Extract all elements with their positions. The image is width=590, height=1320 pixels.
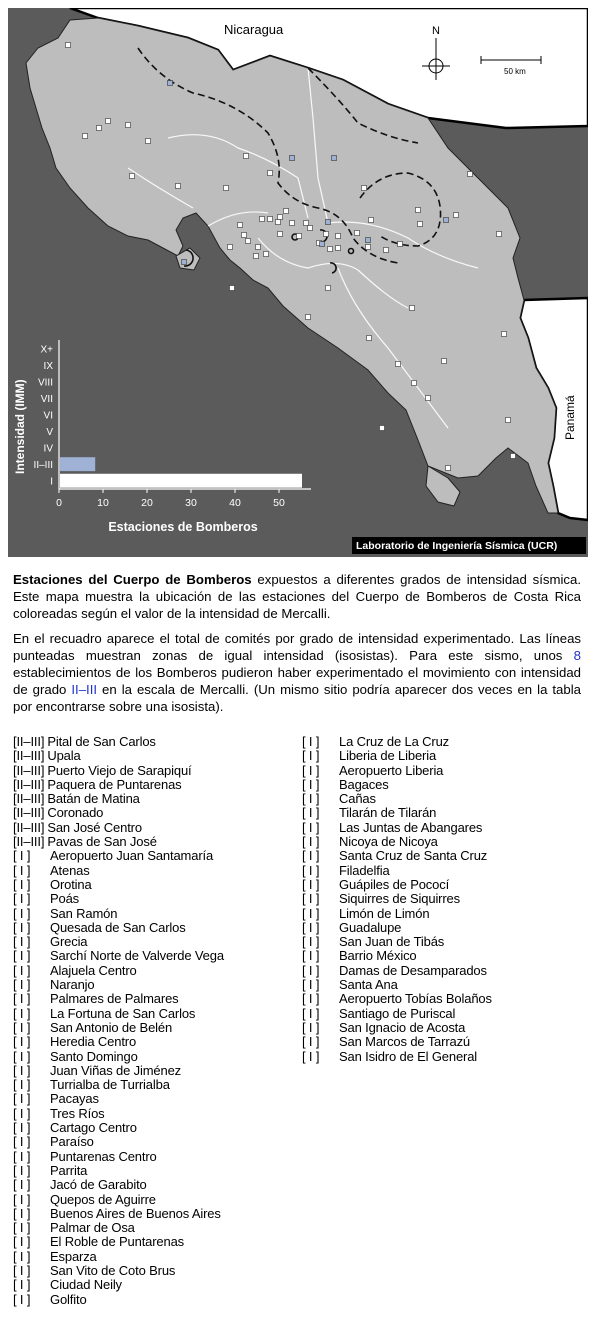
station-list-item bbox=[13, 864, 224, 878]
station-name: Barrio México bbox=[339, 948, 417, 964]
station-name: Liberia de Liberia bbox=[339, 748, 437, 764]
station-list-item bbox=[13, 735, 224, 749]
station-marker-intensity-I bbox=[256, 245, 261, 250]
station-intensity-level: [ I ] bbox=[13, 1105, 31, 1121]
station-list-column-2 bbox=[302, 735, 492, 1064]
station-marker-intensity-I bbox=[468, 172, 473, 177]
station-marker-intensity-II-III bbox=[326, 220, 331, 225]
station-list-item bbox=[13, 978, 224, 992]
station-list-item bbox=[13, 1121, 224, 1135]
station-list-item bbox=[13, 1021, 224, 1035]
chart-x-tick-label: 10 bbox=[97, 497, 109, 509]
station-marker-intensity-I bbox=[511, 454, 516, 459]
station-marker-intensity-I bbox=[384, 248, 389, 253]
station-intensity-level: [ I ] bbox=[13, 1248, 31, 1264]
station-list-item bbox=[302, 821, 492, 835]
station-name: Pital de San Carlos bbox=[47, 734, 156, 749]
station-intensity-level: [ I ] bbox=[13, 1077, 31, 1093]
station-list-item bbox=[302, 1007, 492, 1021]
station-intensity-level: [II–III] bbox=[13, 776, 45, 792]
station-marker-intensity-I bbox=[83, 134, 88, 139]
station-name: San Marcos de Tarrazú bbox=[339, 1034, 471, 1050]
station-name: Upala bbox=[47, 748, 81, 764]
station-name: Atenas bbox=[50, 862, 90, 878]
station-intensity-level: [ I ] bbox=[13, 1062, 31, 1078]
station-list-item bbox=[13, 1221, 224, 1235]
station-marker-intensity-I bbox=[426, 396, 431, 401]
station-list-item bbox=[13, 1078, 224, 1092]
station-marker-intensity-I bbox=[324, 232, 329, 237]
station-intensity-level: [ I ] bbox=[302, 1019, 320, 1035]
station-marker-intensity-I bbox=[254, 254, 259, 259]
station-intensity-level: [ I ] bbox=[13, 1205, 31, 1221]
station-list-item bbox=[13, 1264, 224, 1278]
station-list-item bbox=[302, 1021, 492, 1035]
station-list-item bbox=[13, 1193, 224, 1207]
station-name: Orotina bbox=[50, 876, 92, 892]
station-marker-intensity-I bbox=[276, 220, 281, 225]
station-intensity-level: [ I ] bbox=[13, 962, 31, 978]
station-list-item bbox=[13, 992, 224, 1006]
station-intensity-level: [ I ] bbox=[302, 905, 320, 921]
chart-y-axis-label: Intensidad (IMM) bbox=[13, 379, 27, 474]
station-name: Guápiles de Pococí bbox=[339, 876, 450, 892]
station-marker-intensity-II-III bbox=[290, 156, 295, 161]
station-name: Pavas de San José bbox=[47, 834, 157, 850]
chart-category-label: IV bbox=[43, 443, 53, 455]
station-marker-intensity-I bbox=[264, 252, 269, 257]
panama-label: Panamá bbox=[563, 395, 577, 440]
north-label: N bbox=[432, 25, 440, 37]
station-marker-intensity-I bbox=[228, 245, 233, 250]
station-intensity-level: [ I ] bbox=[302, 919, 320, 935]
chart-category-label: I bbox=[50, 476, 53, 488]
station-marker-intensity-I bbox=[176, 184, 181, 189]
station-name: Heredia Centro bbox=[50, 1034, 137, 1050]
station-list-item bbox=[13, 1293, 224, 1307]
chart-bar bbox=[60, 474, 302, 488]
chart-x-axis-label: Estaciones de Bomberos bbox=[108, 520, 258, 534]
station-marker-intensity-I bbox=[362, 186, 367, 191]
station-name: Turrialba de Turrialba bbox=[50, 1077, 170, 1093]
station-intensity-level: [ I ] bbox=[302, 948, 320, 964]
station-intensity-level: [ I ] bbox=[13, 1091, 31, 1107]
station-marker-intensity-I bbox=[355, 231, 360, 236]
nicaragua-label: Nicaragua bbox=[224, 22, 284, 37]
station-list-item bbox=[13, 935, 224, 949]
station-intensity-level: [ I ] bbox=[13, 1162, 31, 1178]
station-name: Alajuela Centro bbox=[50, 962, 137, 978]
station-marker-intensity-I bbox=[306, 315, 311, 320]
station-intensity-level: [ I ] bbox=[13, 934, 31, 950]
station-marker-intensity-I bbox=[328, 247, 333, 252]
station-list-item bbox=[13, 1107, 224, 1121]
station-list-item bbox=[302, 778, 492, 792]
map-caption-paragraph-1 bbox=[13, 571, 581, 622]
station-intensity-level: [ I ] bbox=[302, 991, 320, 1007]
station-list-item bbox=[302, 764, 492, 778]
station-list-item bbox=[302, 949, 492, 963]
station-list-item bbox=[13, 949, 224, 963]
station-marker-intensity-I bbox=[369, 218, 374, 223]
station-marker-intensity-I bbox=[297, 234, 302, 239]
station-marker-intensity-I bbox=[284, 209, 289, 214]
station-list-item bbox=[302, 749, 492, 763]
station-marker-intensity-I bbox=[442, 359, 447, 364]
station-list-column-1 bbox=[13, 735, 224, 1307]
station-list-item bbox=[13, 1007, 224, 1021]
station-name: Sarchí Norte de Valverde Vega bbox=[50, 948, 224, 964]
station-marker-intensity-II-III bbox=[332, 156, 337, 161]
station-list-item bbox=[302, 792, 492, 806]
station-intensity-level: [ I ] bbox=[302, 848, 320, 864]
station-name: San Isidro de El General bbox=[339, 1048, 478, 1064]
chart-category-label: VI bbox=[43, 410, 53, 422]
station-marker-intensity-II-III bbox=[320, 242, 325, 247]
caption-p2-a: En el recuadro aparece el total de comités por grado de intensidad experimentado. Las líneas punteadas muestran zonas de igual intensidad (isosistas). Para este sismo, unos bbox=[13, 631, 581, 663]
station-intensity-level: [ I ] bbox=[302, 762, 320, 778]
station-intensity-level: [ I ] bbox=[13, 1005, 31, 1021]
station-name: Parrita bbox=[50, 1162, 88, 1178]
station-intensity-level: [II–III] bbox=[13, 805, 45, 821]
station-name: Aeropuerto Liberia bbox=[339, 762, 444, 778]
station-list-item bbox=[302, 978, 492, 992]
station-marker-intensity-I bbox=[412, 381, 417, 386]
station-marker-intensity-I bbox=[367, 336, 372, 341]
station-name: Quesada de San Carlos bbox=[50, 919, 186, 935]
station-name: Jacó de Garabito bbox=[50, 1177, 147, 1193]
station-list-item bbox=[13, 1050, 224, 1064]
station-name: Puntarenas Centro bbox=[50, 1148, 157, 1164]
station-marker-intensity-I bbox=[336, 234, 341, 239]
station-name: Cartago Centro bbox=[50, 1120, 137, 1136]
station-intensity-level: [II–III] bbox=[13, 791, 45, 807]
station-list-item bbox=[13, 1092, 224, 1106]
station-name: Tilarán de Tilarán bbox=[339, 805, 437, 821]
station-list-item bbox=[13, 1235, 224, 1249]
station-list-item bbox=[13, 1035, 224, 1049]
chart-category-label: VII bbox=[40, 393, 53, 405]
station-intensity-level: [ I ] bbox=[302, 876, 320, 892]
station-name: Esparza bbox=[50, 1248, 97, 1264]
chart-category-label: II–III bbox=[33, 460, 53, 472]
station-intensity-level: [ I ] bbox=[13, 919, 31, 935]
station-name: Bagaces bbox=[339, 776, 389, 792]
costa-rica-station-map bbox=[8, 8, 588, 557]
station-intensity-level: [ I ] bbox=[302, 748, 320, 764]
station-intensity-level: [ I ] bbox=[13, 1177, 31, 1193]
station-list-item bbox=[302, 964, 492, 978]
station-name: Santiago de Puriscal bbox=[339, 1005, 456, 1021]
station-marker-intensity-II-III bbox=[444, 218, 449, 223]
station-name: Grecia bbox=[50, 934, 88, 950]
station-name: El Roble de Puntarenas bbox=[50, 1234, 185, 1250]
station-intensity-level: [II–III] bbox=[13, 748, 45, 764]
station-marker-intensity-I bbox=[106, 119, 111, 124]
station-list-item bbox=[302, 907, 492, 921]
station-name: San Juan de Tibás bbox=[339, 934, 445, 950]
station-list-item bbox=[302, 1050, 492, 1064]
station-name: La Fortuna de San Carlos bbox=[50, 1005, 196, 1021]
station-intensity-level: [ I ] bbox=[302, 891, 320, 907]
station-intensity-level: [II–III] bbox=[13, 734, 45, 749]
station-list-item bbox=[302, 849, 492, 863]
station-list-item bbox=[302, 921, 492, 935]
station-intensity-level: [ I ] bbox=[13, 977, 31, 993]
station-list-item bbox=[302, 806, 492, 820]
caption-p2-b: establecimientos de los Bomberos pudieron haber experimentado el movimiento con intensidad de grado bbox=[13, 665, 581, 697]
station-name: Buenos Aires de Buenos Aires bbox=[50, 1205, 221, 1221]
chart-bar bbox=[60, 457, 95, 471]
station-intensity-level: [ I ] bbox=[13, 1048, 31, 1064]
station-list-item bbox=[13, 907, 224, 921]
station-name: Siquirres de Siquirres bbox=[339, 891, 460, 907]
station-name: Cañas bbox=[339, 791, 376, 807]
station-name: Paraíso bbox=[50, 1134, 94, 1150]
station-intensity-level: [ I ] bbox=[13, 1220, 31, 1236]
station-intensity-level: [ I ] bbox=[13, 848, 31, 864]
station-intensity-level: [ I ] bbox=[302, 962, 320, 978]
station-marker-intensity-I bbox=[366, 245, 371, 250]
station-name: Pacayas bbox=[50, 1091, 99, 1107]
station-name: Coronado bbox=[47, 805, 104, 821]
station-name: Poás bbox=[50, 891, 80, 907]
station-list-item bbox=[13, 892, 224, 906]
station-list-item bbox=[13, 764, 224, 778]
station-intensity-level: [ I ] bbox=[302, 734, 320, 749]
station-marker-intensity-I bbox=[238, 223, 243, 228]
station-name: Naranjo bbox=[50, 977, 95, 993]
station-list-item bbox=[13, 792, 224, 806]
station-marker-intensity-I bbox=[244, 154, 249, 159]
station-intensity-level: [ I ] bbox=[13, 1234, 31, 1250]
chart-x-tick-label: 0 bbox=[56, 497, 62, 509]
station-marker-intensity-I bbox=[278, 232, 283, 237]
station-list-item bbox=[13, 878, 224, 892]
station-marker-intensity-I bbox=[396, 362, 401, 367]
chart-x-tick-label: 30 bbox=[185, 497, 197, 509]
station-intensity-level: [ I ] bbox=[13, 1120, 31, 1136]
station-list-item bbox=[302, 878, 492, 892]
station-marker-intensity-I bbox=[410, 306, 415, 311]
chart-x-tick-label: 40 bbox=[229, 497, 241, 509]
station-name: San Vito de Coto Brus bbox=[50, 1262, 176, 1278]
station-list-item bbox=[13, 778, 224, 792]
chart-x-tick-label: 20 bbox=[141, 497, 153, 509]
station-marker-intensity-II-III bbox=[168, 81, 173, 86]
station-marker-intensity-I bbox=[308, 226, 313, 231]
station-intensity-level: [ I ] bbox=[302, 819, 320, 835]
station-marker-intensity-I bbox=[418, 222, 423, 227]
station-intensity-level: [ I ] bbox=[13, 1019, 31, 1035]
station-list-item bbox=[13, 964, 224, 978]
station-marker-intensity-I bbox=[260, 217, 265, 222]
station-intensity-level: [ I ] bbox=[13, 1291, 31, 1307]
station-intensity-level: [ I ] bbox=[302, 1048, 320, 1064]
station-intensity-level: [ I ] bbox=[302, 862, 320, 878]
station-name: Limón de Limón bbox=[339, 905, 430, 921]
station-list-item bbox=[13, 921, 224, 935]
station-intensity-level: [ I ] bbox=[13, 991, 31, 1007]
station-name: San Ignacio de Acosta bbox=[339, 1019, 466, 1035]
station-marker-intensity-I bbox=[304, 221, 309, 226]
station-marker-intensity-I bbox=[146, 139, 151, 144]
station-intensity-level: [ I ] bbox=[302, 834, 320, 850]
station-list-item bbox=[302, 992, 492, 1006]
station-name: San Antonio de Belén bbox=[50, 1019, 173, 1035]
station-marker-intensity-I bbox=[497, 232, 502, 237]
station-marker-intensity-I bbox=[268, 171, 273, 176]
station-intensity-level: [ I ] bbox=[13, 876, 31, 892]
station-name: Santa Cruz de Santa Cruz bbox=[339, 848, 488, 864]
station-intensity-level: [ I ] bbox=[13, 1134, 31, 1150]
station-intensity-level: [ I ] bbox=[302, 934, 320, 950]
station-marker-intensity-II-III bbox=[366, 238, 371, 243]
station-marker-intensity-I bbox=[230, 286, 235, 291]
chart-category-label: X+ bbox=[40, 344, 53, 356]
station-list-item bbox=[13, 1135, 224, 1149]
station-marker-intensity-I bbox=[446, 466, 451, 471]
station-name: Puerto Viejo de Sarapiquí bbox=[47, 762, 192, 778]
station-name: Nicoya de Nicoya bbox=[339, 834, 438, 850]
station-intensity-level: [ I ] bbox=[13, 862, 31, 878]
station-list-item bbox=[13, 821, 224, 835]
station-marker-intensity-I bbox=[502, 332, 507, 337]
station-name: San Ramón bbox=[50, 905, 118, 921]
station-list-item bbox=[13, 1150, 224, 1164]
station-name: Paquera de Puntarenas bbox=[47, 776, 182, 792]
station-marker-intensity-I bbox=[130, 174, 135, 179]
station-list-item bbox=[302, 1035, 492, 1049]
station-name: Filadelfia bbox=[339, 862, 390, 878]
station-intensity-level: [ I ] bbox=[302, 805, 320, 821]
station-intensity-level: [II–III] bbox=[13, 762, 45, 778]
station-list-item bbox=[13, 749, 224, 763]
station-list-item bbox=[302, 864, 492, 878]
station-marker-intensity-I bbox=[326, 286, 331, 291]
station-name: Santa Ana bbox=[339, 977, 398, 993]
station-intensity-level: [ I ] bbox=[302, 1005, 320, 1021]
station-name: Batán de Matina bbox=[47, 791, 140, 807]
map-caption-paragraph-2 bbox=[13, 630, 581, 715]
station-list-item bbox=[13, 1207, 224, 1221]
station-intensity-level: [ I ] bbox=[13, 891, 31, 907]
station-list-item bbox=[302, 892, 492, 906]
station-list-item bbox=[302, 935, 492, 949]
station-list-item bbox=[13, 1278, 224, 1292]
caption-intensity-grade: II–III bbox=[71, 682, 98, 697]
station-intensity-level: [ I ] bbox=[13, 948, 31, 964]
station-list-item bbox=[13, 1178, 224, 1192]
caption-p2-c: en la escala de Mercalli. (Un mismo sitio podría aparecer dos veces en la tabla por encontrarse sobre una isosista). bbox=[13, 682, 581, 714]
credit-text: Laboratorio de Ingeniería Sísmica (UCR) bbox=[356, 540, 558, 552]
station-name: Las Juntas de Abangares bbox=[339, 819, 483, 835]
station-intensity-level: [ I ] bbox=[302, 776, 320, 792]
station-intensity-level: [II–III] bbox=[13, 834, 45, 850]
station-marker-intensity-I bbox=[506, 418, 511, 423]
station-intensity-level: [ I ] bbox=[13, 905, 31, 921]
station-name: Juan Viñas de Jiménez bbox=[50, 1062, 182, 1078]
station-list-item bbox=[302, 735, 492, 749]
station-name: Aeropuerto Juan Santamaría bbox=[50, 848, 214, 864]
station-intensity-level: [ I ] bbox=[13, 1262, 31, 1278]
station-marker-intensity-I bbox=[126, 123, 131, 128]
station-marker-intensity-I bbox=[224, 186, 229, 191]
station-marker-intensity-II-III bbox=[182, 260, 187, 265]
station-name: Quepos de Aguirre bbox=[50, 1191, 156, 1207]
station-name: Guadalupe bbox=[339, 919, 402, 935]
station-name: San José Centro bbox=[47, 819, 142, 835]
station-marker-intensity-I bbox=[97, 126, 102, 131]
station-intensity-level: [ I ] bbox=[302, 791, 320, 807]
station-marker-intensity-I bbox=[278, 215, 283, 220]
station-list-item bbox=[13, 835, 224, 849]
station-name: Damas de Desamparados bbox=[339, 962, 487, 978]
station-marker-intensity-I bbox=[454, 213, 459, 218]
station-intensity-level: [II–III] bbox=[13, 819, 45, 835]
station-name: Golfito bbox=[50, 1291, 87, 1307]
chart-category-label: IX bbox=[43, 360, 53, 372]
station-intensity-level: [ I ] bbox=[13, 1277, 31, 1293]
station-list-item bbox=[302, 835, 492, 849]
station-intensity-level: [ I ] bbox=[302, 1034, 320, 1050]
station-marker-intensity-I bbox=[336, 246, 341, 251]
station-list-item bbox=[13, 806, 224, 820]
station-marker-intensity-I bbox=[246, 239, 251, 244]
station-list-item bbox=[13, 1250, 224, 1264]
station-list-item bbox=[13, 1164, 224, 1178]
station-marker-intensity-I bbox=[398, 242, 403, 247]
station-list-item bbox=[13, 849, 224, 863]
station-marker-intensity-I bbox=[242, 233, 247, 238]
station-marker-intensity-I bbox=[268, 217, 273, 222]
station-marker-intensity-I bbox=[290, 221, 295, 226]
station-marker-intensity-I bbox=[380, 426, 385, 431]
caption-title: Estaciones del Cuerpo de Bomberos bbox=[13, 572, 252, 587]
chart-category-label: V bbox=[46, 427, 53, 439]
station-marker-intensity-I bbox=[66, 43, 71, 48]
chart-category-label: VIII bbox=[37, 377, 53, 389]
station-name: Tres Ríos bbox=[50, 1105, 105, 1121]
station-list-item bbox=[13, 1064, 224, 1078]
caption-station-count: 8 bbox=[573, 648, 581, 663]
scale-label: 50 km bbox=[504, 67, 526, 76]
station-intensity-level: [ I ] bbox=[13, 1191, 31, 1207]
caption-p1-text: expuestos a diferentes grados de intensidad sísmica. Este mapa muestra la ubicación de las estaciones del Cuerpo de Bomberos de Costa Rica coloreadas según el valor de la intensidad de Mercalli. bbox=[13, 572, 581, 621]
station-name: Palmares de Palmares bbox=[50, 991, 179, 1007]
station-name: Ciudad Neily bbox=[50, 1277, 122, 1293]
station-name: Aeropuerto Tobías Bolaños bbox=[339, 991, 492, 1007]
station-intensity-level: [ I ] bbox=[13, 1034, 31, 1050]
chart-x-tick-label: 50 bbox=[273, 497, 285, 509]
station-name: Palmar de Osa bbox=[50, 1220, 135, 1236]
station-intensity-level: [ I ] bbox=[302, 977, 320, 993]
station-marker-intensity-I bbox=[416, 208, 421, 213]
station-name: Santo Domingo bbox=[50, 1048, 138, 1064]
station-name: La Cruz de La Cruz bbox=[339, 734, 450, 749]
station-intensity-level: [ I ] bbox=[13, 1148, 31, 1164]
